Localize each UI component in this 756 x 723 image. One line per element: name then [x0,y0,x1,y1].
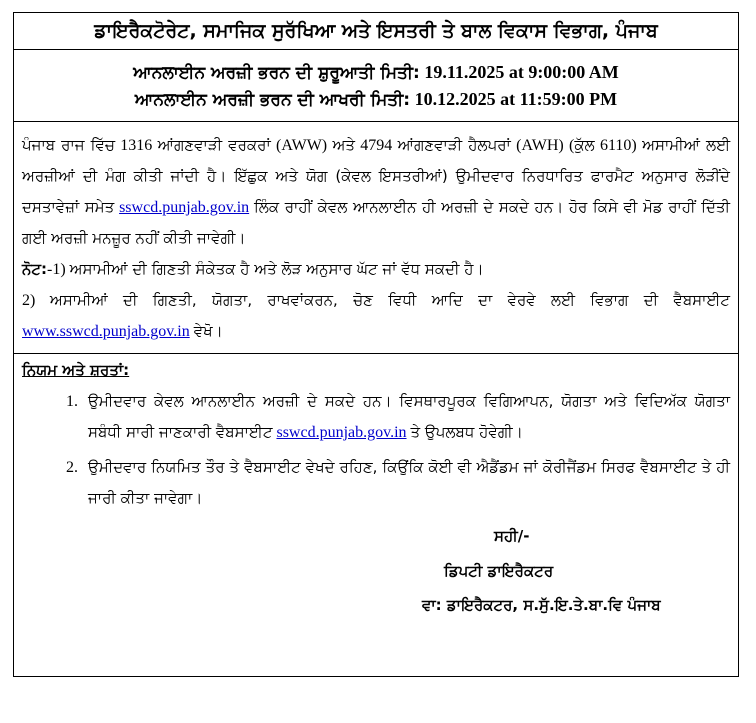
terms-section [14,354,738,676]
text-segment: ਅਸਾਮੀਆਂ ਲਈ ਅਰਜ਼ੀਆਂ ਦੀ ਮੰਗ ਕੀਤੀ ਜਾਂਦੀ ਹੈ। ਇੱਛੁਕ ਅਤੇ ਯੋਗ (ਕੇਵਲ ਇਸਤਰੀਆਂ) ਉਮੀਦਵਾਰ ਨਿਰਧਾਰਿਤ ਫਾਰਮੈਟ ਅਨੁਸਾਰ ਲੋੜੀਂਦੇ ਦਸਤਾਵੇਜ਼ਾਂ ਸਮੇਤ [22,136,731,216]
signature-office: ਵਾ: ਡਾਇਰੈਕਟਰ, ਸ.ਸੁੱ.ਇ.ਤੇ.ਬਾ.ਵਿ ਪੰਜਾਬ [422,596,661,614]
terms-title: ਨਿਯਮ ਅਤੇ ਸ਼ਰਤਾਂ: [22,361,130,379]
note-1 [22,254,730,285]
notice-frame [13,12,739,677]
list-item [82,386,730,448]
application-dates [14,50,738,122]
department-title [14,13,738,50]
start-date-line [133,62,619,83]
text-segment: ਅਤੇ [332,136,355,154]
note-2 [22,285,730,347]
text-segment: ਕੁੱਲ [574,136,595,154]
text-segment: ਪੰਜਾਬ ਰਾਜ ਵਿੱਚ [22,136,115,154]
end-date-value: 10.12.2025 at 11:59:00 PM [414,88,618,109]
term-text: ਤੇ ਉਪਲਬਧ ਹੋਵੇਗੀ। [410,423,523,441]
text-segment: ਲਿੰਕ ਰਾਹੀਂ ਕੇਵਲ ਆਨਲਾਈਨ ਹੀ ਅਰਜ਼ੀ ਦੇ ਸਕਦੇ ਹਨ। ਹੋਰ ਕਿਸੇ ਵੀ ਮੋਡ ਰਾਹੀਂ ਦਿੱਤੀ ਗਈ ਅਰਜ਼ੀ ਮਨਜ਼ੂਰ ਨਹੀਂ ਕੀਤੀ ਜਾਵੇਗੀ। [22,198,730,247]
term-text: ਉਮੀਦਵਾਰ ਨਿਯਮਿਤ ਤੌਰ ਤੇ ਵੈਬਸਾਈਟ ਵੇਖਦੇ ਰਹਿਣ, ਕਿਉਂਕਿ ਕੋਈ ਵੀ ਐਡੈਂਡਮ ਜਾਂ ਕੋਰੀਜੈਂਡਮ ਸਿਰਫ ਵੈਬਸਾਈਟ ਤੇ ਹੀ ਜਾਰੀ ਕੀਤਾ ਜਾਵੇਗਾ। [88,458,730,507]
awh-abbr: (AWH) ( [516,137,575,154]
note-number: -1) [47,261,66,278]
end-date-line [135,89,617,110]
notice-body [14,122,738,354]
signature-designation: ਡਿਪਟੀ ਡਾਇਰੈਕਟਰ [444,562,554,580]
start-date-label: ਆਨਲਾਈਨ ਅਰਜ਼ੀ ਭਰਨ ਦੀ ਸ਼ੁਰੂਆਤੀ ਮਿਤੀ: [133,62,420,83]
note-text: ਵੇਖੋ। [193,322,223,340]
website-link[interactable]: www.sswcd.punjab.gov.in [22,323,190,340]
text-segment: ਆਂਗਣਵਾੜੀ ਵਰਕਰਾਂ [157,136,271,154]
note-label: ਨੋਟ: [22,260,47,278]
sswcd-link[interactable]: sswcd.punjab.gov.in [119,199,250,216]
terms-website-link[interactable]: sswcd.punjab.gov.in [276,424,407,441]
awh-count: 4794 [360,137,393,154]
aww-abbr: (AWW) [276,137,328,154]
note-number: 2) [22,292,36,309]
list-item [82,452,730,514]
note-text: ਅਸਾਮੀਆਂ ਦੀ ਗਿਣਤੀ, ਯੋਗਤਾ, ਰਾਖਵਾਂਕਰਨ, ਚੋਣ ਵਿਧੀ ਆਦਿ ਦਾ ਵੇਰਵੇ ਲਈ ਵਿਭਾਗ ਦੀ ਵੈਬਸਾਈਟ [49,291,730,309]
term-text: ਉਮੀਦਵਾਰ ਕੇਵਲ ਆਨਲਾਈਨ ਅਰਜ਼ੀ ਦੇ ਸਕਦੇ ਹਨ। ਵਿਸਥਾਰਪੂਰਕ ਵਿਗਿਆਪਨ, ਯੋਗਤਾ ਅਤੇ ਵਿਦਿਅੱਕ ਯੋਗਤਾ ਸਬੰਧੀ ਸਾਰੀ ਜਾਣਕਾਰੀ ਵੈਬਸਾਈਟ [88,392,730,441]
signature-sign: ਸਹੀ/- [494,527,530,545]
end-date-label: ਆਨਲਾਈਨ ਅਰਜ਼ੀ ਭਰਨ ਦੀ ਆਖਰੀ ਮਿਤੀ: [134,89,411,110]
aww-count: 1316 [120,137,153,154]
text-segment: ਆਂਗਣਵਾੜੀ ਹੈਲਪਰਾਂ [397,136,511,154]
note-text: ਅਸਾਮੀਆਂ ਦੀ ਗਿਣਤੀ ਸੰਕੇਤਕ ਹੈ ਅਤੇ ਲੋੜ ਅਨੁਸਾਰ ਘੱਟ ਜਾਂ ਵੱਧ ਸਕਦੀ ਹੈ। [69,260,484,278]
total-count: 6110) [600,137,637,154]
terms-list [22,386,730,514]
department-title-text: ਡਾਇਰੈਕਟੋਰੇਟ, ਸਮਾਜਿਕ ਸੁਰੱਖਿਆ ਅਤੇ ਇਸਤਰੀ ਤੇ ਬਾਲ ਵਿਕਾਸ ਵਿਭਾਗ, ਪੰਜਾਬ [94,20,658,42]
start-date-value: 19.11.2025 at 9:00:00 AM [424,61,619,82]
recruitment-paragraph [22,130,730,254]
